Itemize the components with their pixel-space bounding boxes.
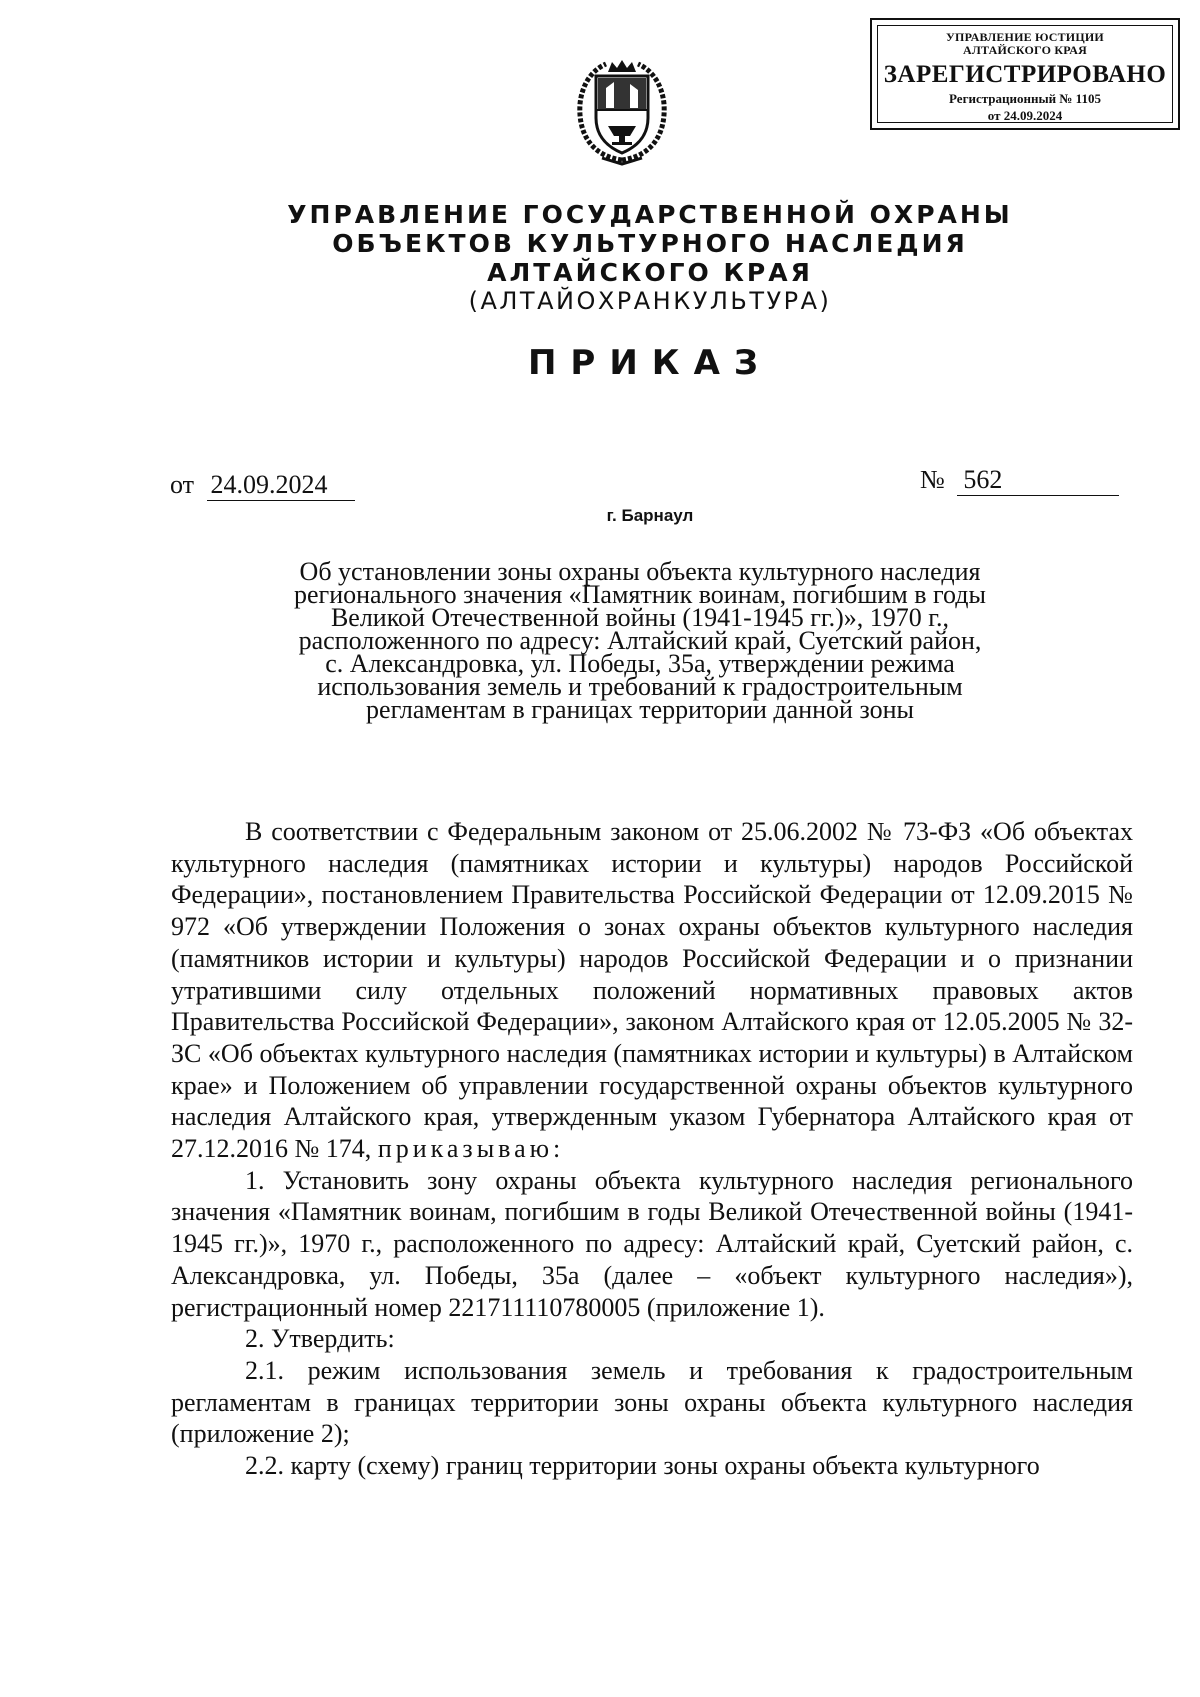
number-prefix: №: [920, 465, 945, 494]
subject-line: использования земель и требований к градостроительным: [317, 672, 963, 701]
org-line-3: АЛТАЙСКОГО КРАЯ: [487, 258, 813, 287]
stamp-title: ЗАРЕГИСТРИРОВАНО: [883, 61, 1167, 88]
organization-name: [100, 200, 1200, 287]
stamp-org: [878, 31, 1172, 57]
body-paragraph-item-1: 1. Установить зону охраны объекта культурного наследия регионального значения «Памятник воинам, погибшим в годы Великой Отечественной войны (1941-1945 гг.)», 1970 г., расположенного по адресу: Алтайский край, Суетский район, с. Александровка, ул. Победы, 35а (далее – «объект культурного наследия»), регистрационный номер 221711110780005 (приложение 1).: [171, 1165, 1133, 1322]
org-line-1: УПРАВЛЕНИЕ ГОСУДАРСТВЕННОЙ ОХРАНЫ: [287, 200, 1013, 229]
body-paragraph-item-2-1: 2.1. режим использования земель и требования к градостроительным регламентам в границах территории зоны охраны объекта культурного наследия (приложение 2);: [171, 1355, 1133, 1449]
document-number: [920, 465, 1119, 496]
subject-line: Великой Отечественной войны (1941-1945 гг.)», 1970 г.,: [330, 603, 950, 632]
organization-short-name: (АЛТАЙОХРАНКУЛЬТУРА): [468, 287, 832, 315]
document-type-title: ПРИКАЗ: [527, 343, 773, 383]
document-body: [171, 816, 1133, 1482]
body-paragraph-item-2: 2. Утвердить:: [245, 1324, 395, 1354]
body-paragraph-item-2-2: 2.2. карту (схему) границ территории зоны охраны объекта культурного: [245, 1451, 1040, 1481]
document-subject: [200, 557, 1080, 724]
document-city: г. Барнаул: [606, 506, 694, 525]
subject-line: с. Александровка, ул. Победы, 35а, утверждении режима: [325, 649, 955, 678]
registration-stamp-frame: [877, 25, 1173, 123]
body-paragraph-preamble: [171, 816, 1133, 1165]
subject-line: Об установлении зоны охраны объекта культурного наследия: [299, 557, 981, 586]
number-value: 562: [957, 465, 1119, 496]
subject-line: регионального значения «Памятник воинам, погибшим в годы: [294, 580, 986, 609]
org-line-2: ОБЪЕКТОВ КУЛЬТУРНОГО НАСЛЕДИЯ: [332, 229, 968, 258]
subject-line: расположенного по адресу: Алтайский край, Суетский район,: [298, 626, 982, 655]
stamp-reg-date: от 24.09.2024: [987, 108, 1063, 123]
order-keyword: приказываю:: [377, 1134, 565, 1164]
stamp-org-line1: УПРАВЛЕНИЕ ЮСТИЦИИ: [946, 30, 1104, 44]
stamp-org-line2: АЛТАЙСКОГО КРАЯ: [963, 43, 1087, 57]
date-prefix: от: [170, 470, 195, 499]
stamp-reg-number: Регистрационный № 1105: [949, 91, 1101, 106]
preamble-text: В соответствии с Федеральным законом от 25.06.2002 № 73-ФЗ «Об объектах культурного наследия (памятниках истории и культуры) народов Российской Федерации», постановлением Правительства Российской Федерации от 12.09.2015 № 972 «Об утверждении Положения о зонах охраны объектов культурного наследия (памятников истории и культуры) народов Российской Федерации и о признании утратившими силу отдельных положений нормативных правовых актов Правительства Российской Федерации», законом Алтайского края от 12.05.2005 № 32-ЗС «Об объектах культурного наследия (памятниках истории и культуры) в Алтайском крае» и Положением об управлении государственной охраны объектов культурного наследия Алтайского края, утвержденным указом Губернатора Алтайского края от 27.12.2016 № 174,: [171, 817, 1133, 1164]
document-date: [170, 470, 355, 501]
registration-stamp: [870, 18, 1180, 130]
coat-of-arms-emblem: [572, 58, 672, 166]
date-value: 24.09.2024: [207, 470, 355, 501]
subject-line: регламентам в границах территории данной зоны: [366, 695, 914, 724]
